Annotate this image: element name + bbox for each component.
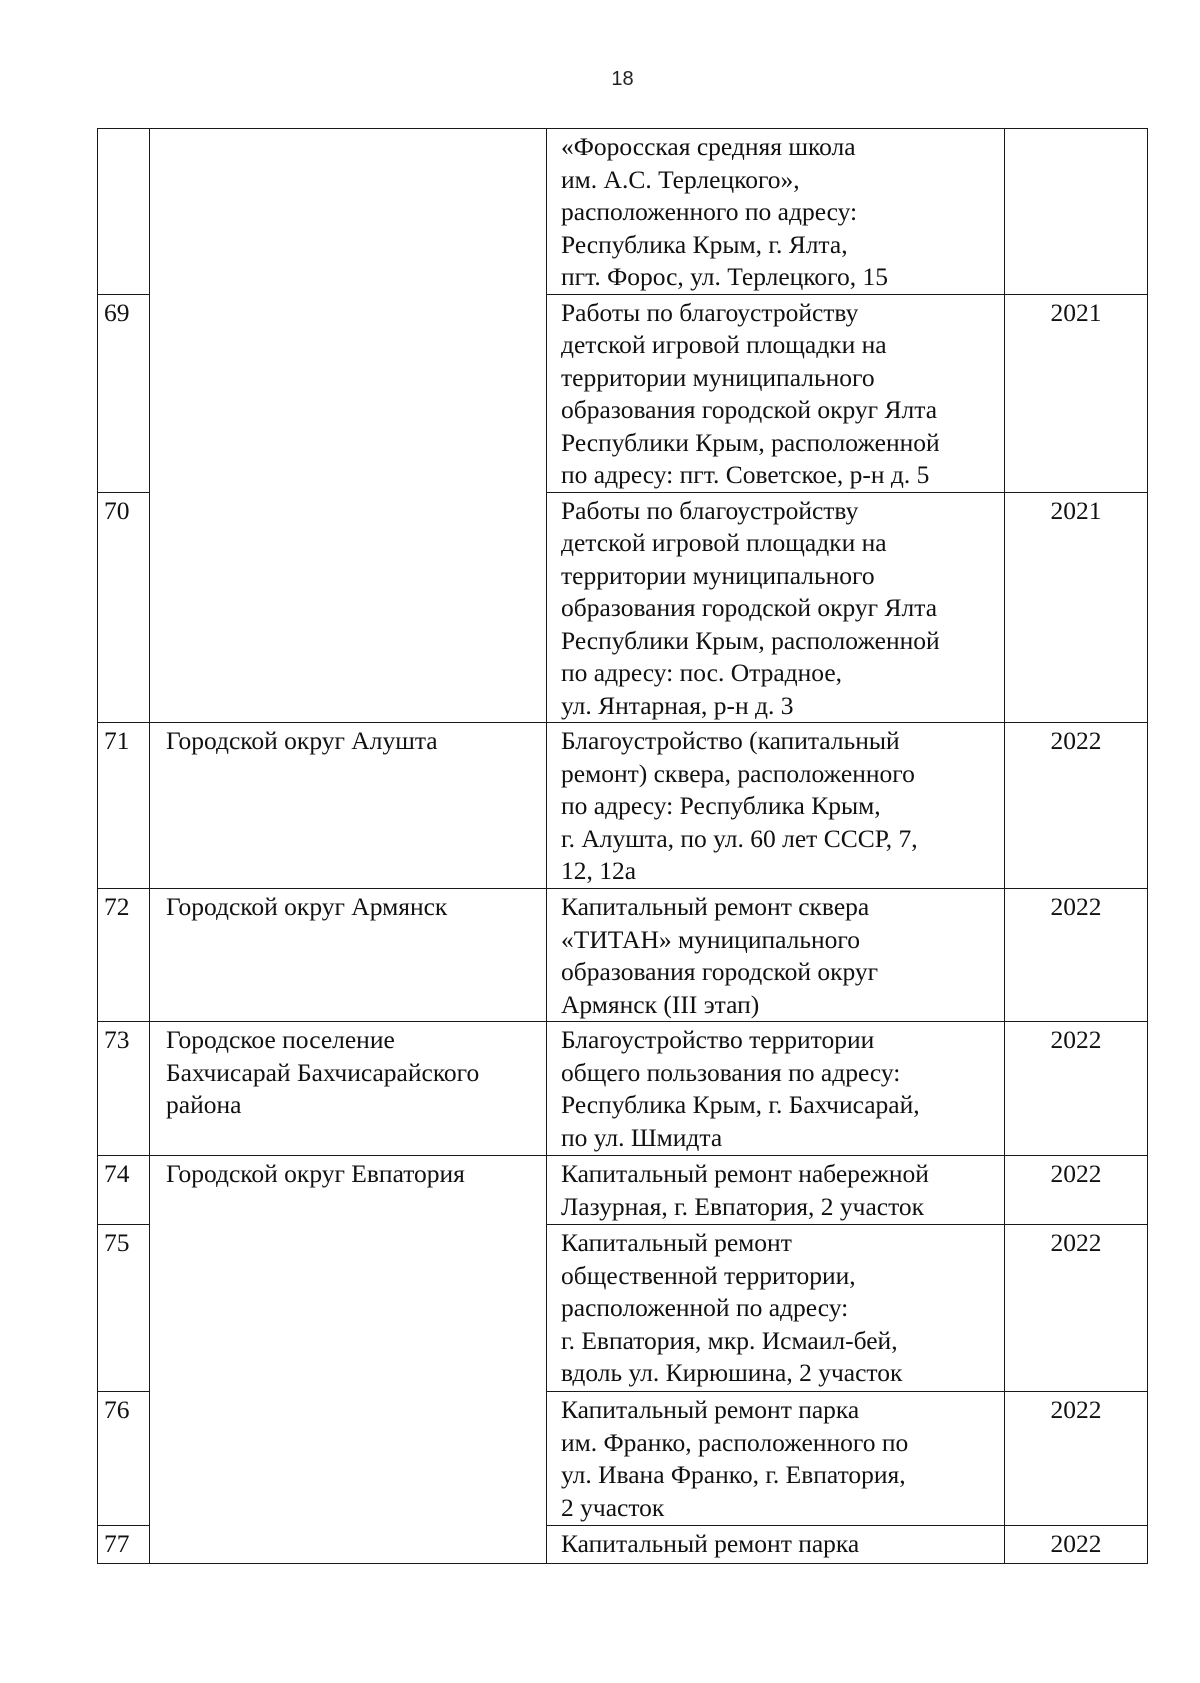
object-description-cell	[547, 1022, 1005, 1156]
object-line: вдоль ул. Кирюшина, 2 участок	[561, 1358, 903, 1387]
object-line: Работы по благоустройству	[561, 495, 859, 525]
object-line: образования городской округ Ялта	[561, 593, 938, 622]
object-line: ремонт) сквера, расположенного	[561, 758, 915, 788]
object-description-cell	[547, 889, 1005, 1022]
year-cell: 2022	[1005, 1225, 1148, 1392]
year-cell: 2022	[1005, 1156, 1148, 1225]
row-number-cell: 71	[98, 723, 150, 889]
object-line: территории муниципального	[561, 362, 875, 392]
object-line: им. А.С. Терлецкого»,	[561, 164, 800, 194]
row-number-cell: 69	[98, 294, 150, 492]
table-row	[98, 129, 1148, 295]
year-cell: 2022	[1005, 723, 1148, 889]
row-number-cell: 74	[98, 1156, 150, 1225]
object-line: по адресу: пос. Отрадное,	[561, 658, 843, 687]
objects-table	[97, 128, 1148, 1564]
object-description-cell	[547, 1225, 1005, 1392]
row-number-cell	[98, 129, 150, 295]
municipality-cell: Городской округ Армянск	[150, 889, 547, 1022]
year-cell: 2022	[1005, 1022, 1148, 1156]
row-number-cell: 76	[98, 1392, 150, 1526]
object-line: Благоустройство (капитальный	[561, 726, 900, 755]
object-line: Капитальный ремонт набережной	[561, 1159, 929, 1188]
object-line: Республики Крым, расположенной	[561, 427, 940, 457]
object-line: общественной территории,	[561, 1260, 856, 1290]
table-row	[98, 723, 1148, 889]
row-number-cell: 75	[98, 1225, 150, 1392]
object-description-cell	[547, 129, 1005, 295]
object-line: «ТИТАН» муниципального	[561, 924, 860, 954]
municipality-cell	[150, 1022, 547, 1156]
object-line: образования городской округ	[561, 957, 879, 986]
object-line: детской игровой площадки на	[561, 528, 887, 557]
object-line: по адресу: Республика Крым,	[561, 791, 881, 820]
year-cell: 2022	[1005, 1526, 1148, 1564]
year-cell: 2021	[1005, 492, 1148, 723]
object-line: расположенного по адресу:	[561, 197, 858, 226]
municipality-cell: Городской округ Алушта	[150, 723, 547, 889]
object-line: Республики Крым, расположенной	[561, 625, 940, 655]
object-line: по адресу: пгт. Советское, р-н д. 5	[561, 460, 930, 489]
page-number: 18	[611, 68, 634, 90]
row-number-cell: 77	[98, 1526, 150, 1564]
object-line: г. Евпатория, мкр. Исмаил-бей,	[561, 1325, 898, 1355]
object-line: общего пользования по адресу:	[561, 1057, 901, 1087]
year-cell: 2022	[1005, 1392, 1148, 1526]
object-line: образования городской округ Ялта	[561, 395, 938, 424]
object-line: Капитальный ремонт	[561, 1228, 792, 1257]
object-description-cell	[547, 492, 1005, 723]
object-line: Республика Крым, г. Бахчисарай,	[561, 1090, 920, 1119]
object-line: пгт. Форос, ул. Терлецкого, 15	[561, 262, 888, 291]
year-cell	[1005, 129, 1148, 295]
municipality-cell	[150, 129, 547, 723]
object-line: Работы по благоустройству	[561, 297, 859, 327]
table-row	[98, 1156, 1148, 1225]
row-number-cell: 72	[98, 889, 150, 1022]
municipality-cell: Городской округ Евпатория	[150, 1156, 547, 1564]
municipality-line: района	[166, 1090, 242, 1119]
object-line: Капитальный ремонт сквера	[561, 892, 870, 921]
object-line: Благоустройство территории	[561, 1025, 875, 1054]
object-line: детской игровой площадки на	[561, 330, 887, 359]
object-line: Армянск (III этап)	[561, 989, 760, 1019]
municipality-line: Городское поселение	[166, 1025, 395, 1054]
object-description-cell	[547, 1392, 1005, 1526]
object-line: расположенной по адресу:	[561, 1293, 849, 1322]
object-description-cell	[547, 294, 1005, 492]
object-line: Лазурная, г. Евпатория, 2 участок	[561, 1191, 925, 1221]
object-description-cell	[547, 1156, 1005, 1225]
table-row	[98, 1022, 1148, 1156]
object-line: им. Франко, расположенного по	[561, 1427, 909, 1457]
year-cell: 2021	[1005, 294, 1148, 492]
object-line: Республика Крым, г. Ялта,	[561, 229, 848, 259]
object-line: «Форосская средняя школа	[561, 132, 856, 161]
object-line: Капитальный ремонт парка	[561, 1395, 860, 1424]
object-line: г. Алушта, по ул. 60 лет СССР, 7,	[561, 823, 918, 853]
table-row	[98, 889, 1148, 1022]
object-line: 2 участок	[561, 1492, 665, 1522]
object-line: Капитальный ремонт парка	[561, 1529, 860, 1558]
object-line: территории муниципального	[561, 560, 875, 590]
object-line: ул. Янтарная, р-н д. 3	[561, 690, 794, 720]
object-description-cell	[547, 723, 1005, 889]
municipality-line: Бахчисарай Бахчисарайского	[166, 1057, 480, 1087]
row-number-cell: 70	[98, 492, 150, 723]
object-line: 12, 12а	[561, 856, 637, 885]
object-line: по ул. Шмидта	[561, 1122, 723, 1152]
object-line: ул. Ивана Франко, г. Евпатория,	[561, 1460, 906, 1489]
object-description-cell	[547, 1526, 1005, 1564]
row-number-cell: 73	[98, 1022, 150, 1156]
year-cell: 2022	[1005, 889, 1148, 1022]
